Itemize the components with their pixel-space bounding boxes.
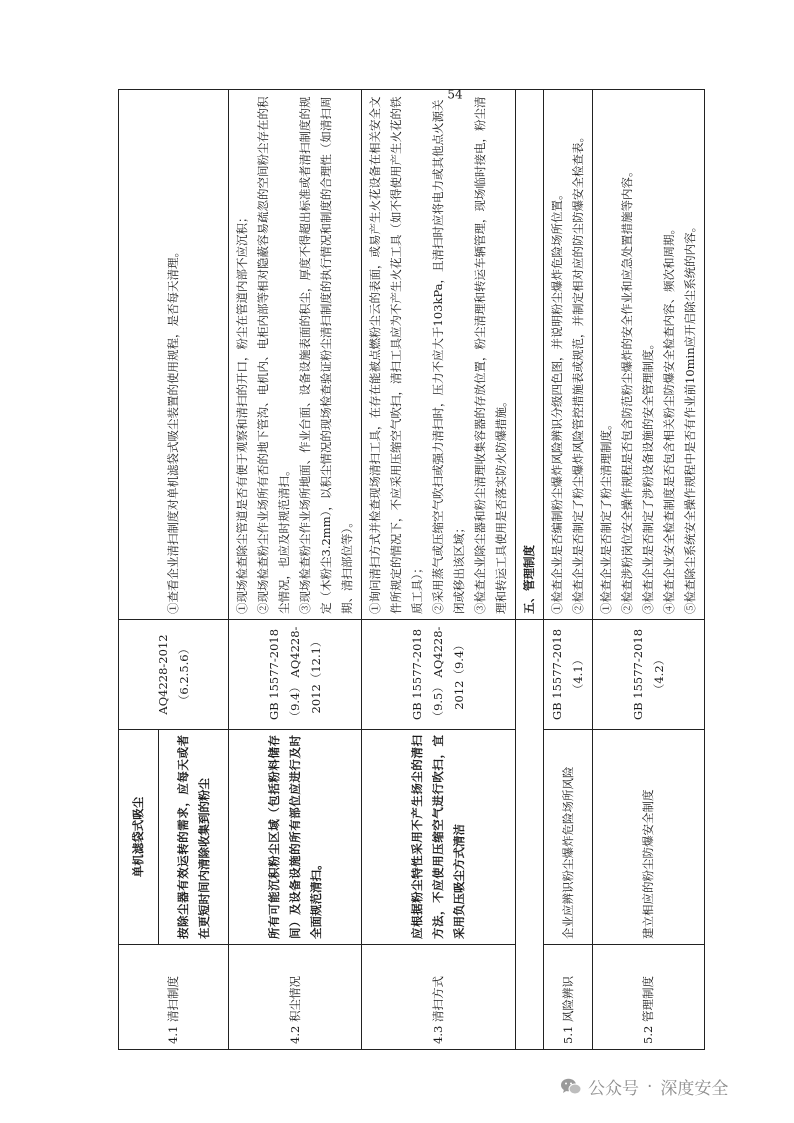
requirement-4-3: 应根据粉尘特性采用不产生扬尘的清扫方法，不应使用压缩空气进行吹扫，宜采用负压吸尘方式清洁 <box>362 730 516 945</box>
content-line: ①检查企业是否编制粉尘爆炸风险辨识分级四色图，并说明粉尘爆炸危险场所位置。 <box>550 188 564 614</box>
content-4-3 <box>362 90 516 620</box>
basis-5-2: GB 15577-2018（4.2） <box>593 620 705 730</box>
basis-4-1: AQ4228-2012（6.2.5.6） <box>119 620 229 730</box>
table-row <box>119 90 159 1050</box>
content-line: ①查看企业清扫制度对单机滤袋式吸尘装置的使用规程，是否每天清理。 <box>166 246 180 614</box>
content-line: ③现场检查粉尘作业场所地面、作业台面、设备设施表面的积尘，厚度不得超出标准或者清扫制度的规定（木粉尘3.2mm），以积尘情况的现场检查验证粉尘清扫制度的执行情况和制度的合理性（如清扫周期、清扫部位等）。 <box>298 96 354 614</box>
watermark-separator: · <box>647 1076 653 1097</box>
table-row <box>362 90 516 1050</box>
content-line: ⑤检查除尘系统安全操作规程中是否有作业前10min应开启除尘系统的内容。 <box>683 220 697 614</box>
item-4-1: 4.1 清扫制度 <box>119 945 229 1050</box>
item-4-2: 4.2 积尘情况 <box>229 945 362 1050</box>
content-line: ④检查企业安全检查制度是否包含相关粉尘防爆安全检查内容、频次和周期。 <box>662 223 676 614</box>
item-4-3: 4.3 清扫方式 <box>362 945 516 1050</box>
content-5-2 <box>593 90 705 620</box>
content-4-1 <box>119 90 229 620</box>
requirement-4-2: 所有可能沉积粉尘区域（包括粉料储存间）及设备设施的所有部位应进行及时全面规范清扫。 <box>229 730 362 945</box>
item-5-2: 5.2 管理制度 <box>593 945 705 1050</box>
section-title-management: 五、管理制度 <box>516 90 544 620</box>
watermark-account-label: 公众号 <box>588 1079 639 1099</box>
basis-5-1: GB 15577-2018（4.1） <box>544 620 593 730</box>
basis-4-2: GB 15577-2018（9.4） AQ4228-2012（12.1） <box>229 620 362 730</box>
inspection-table <box>118 89 705 1050</box>
table-row <box>593 90 705 1050</box>
table-row <box>516 90 544 1050</box>
wechat-icon <box>560 1077 582 1097</box>
basis-4-3: GB 15577-2018（9.5） AQ4228-2012（9.4） <box>362 620 516 730</box>
content-line: ②检查企业是否制定了粉尘爆炸风险管控措施表或规范，并制定相对应的防尘防爆安全检查表。 <box>571 131 585 614</box>
content-line: ①检查企业是否制定了粉尘清理制度。 <box>599 418 613 614</box>
content-line: ②采用蒸气或压缩空气吹扫或强力清扫时，压力不应大于103kPa，且清扫时应将电力或其他点火源关闭或移出该区域； <box>431 99 466 614</box>
content-line: ①询问清扫方式并检查现场清扫工具，在存在能被点燃粉尘云的表面，或易产生火花设备在相关安全文件所规定的情况下，不应采用压缩空气吹扫，清扫工具应为不产生火花工具（如不得使用产生火花的铁质工具）； <box>368 96 424 614</box>
table-row <box>544 90 593 1050</box>
item-5-1: 5.1 风险辨识 <box>544 945 593 1050</box>
requirement-5-1: 企业应辨识粉尘爆炸危险场所风险 <box>544 730 593 945</box>
content-4-2 <box>229 90 362 620</box>
rotated-landscape-page <box>118 87 748 1050</box>
requirement-4-1-detail: 按除尘器有效运转的需求，应每天或者在更短时间内清除收集到的粉尘 <box>159 730 229 945</box>
table-row <box>229 90 362 1050</box>
watermark <box>560 1074 728 1099</box>
content-5-1 <box>544 90 593 620</box>
requirement-4-1-type: 单机滤袋式吸尘 <box>119 730 159 945</box>
watermark-account-name: 深度安全 <box>660 1079 729 1099</box>
content-line: ①现场检查除尘管道是否有便于观察和清扫的开口，粉尘在管道内部不应沉积； <box>235 211 249 614</box>
content-line: ③检查企业除尘器和粉尘清理收集容器的存放位置，粉尘清理和转运车辆管理，现场临时接电，粉尘清理和转运工具使用是否落实防火防爆措施。 <box>473 96 508 614</box>
page-number: 54 <box>447 87 463 102</box>
requirement-5-2: 建立相应的粉尘防爆安全制度 <box>593 730 705 945</box>
content-line: ②检查涉粉岗位安全操作规程是否包含防范粉尘爆炸的安全作业和应急处置措施等内容。 <box>620 165 634 614</box>
content-line: ②现场检查粉尘作业场所有否的地下管沟、电机内、电柜内部等相对隐蔽容易疏忽的空间粉尘存在的积尘情况，也应及时规范清扫。 <box>256 96 291 614</box>
content-line: ③检查企业是否制定了涉粉设备设施的安全管理制度。 <box>641 338 655 614</box>
